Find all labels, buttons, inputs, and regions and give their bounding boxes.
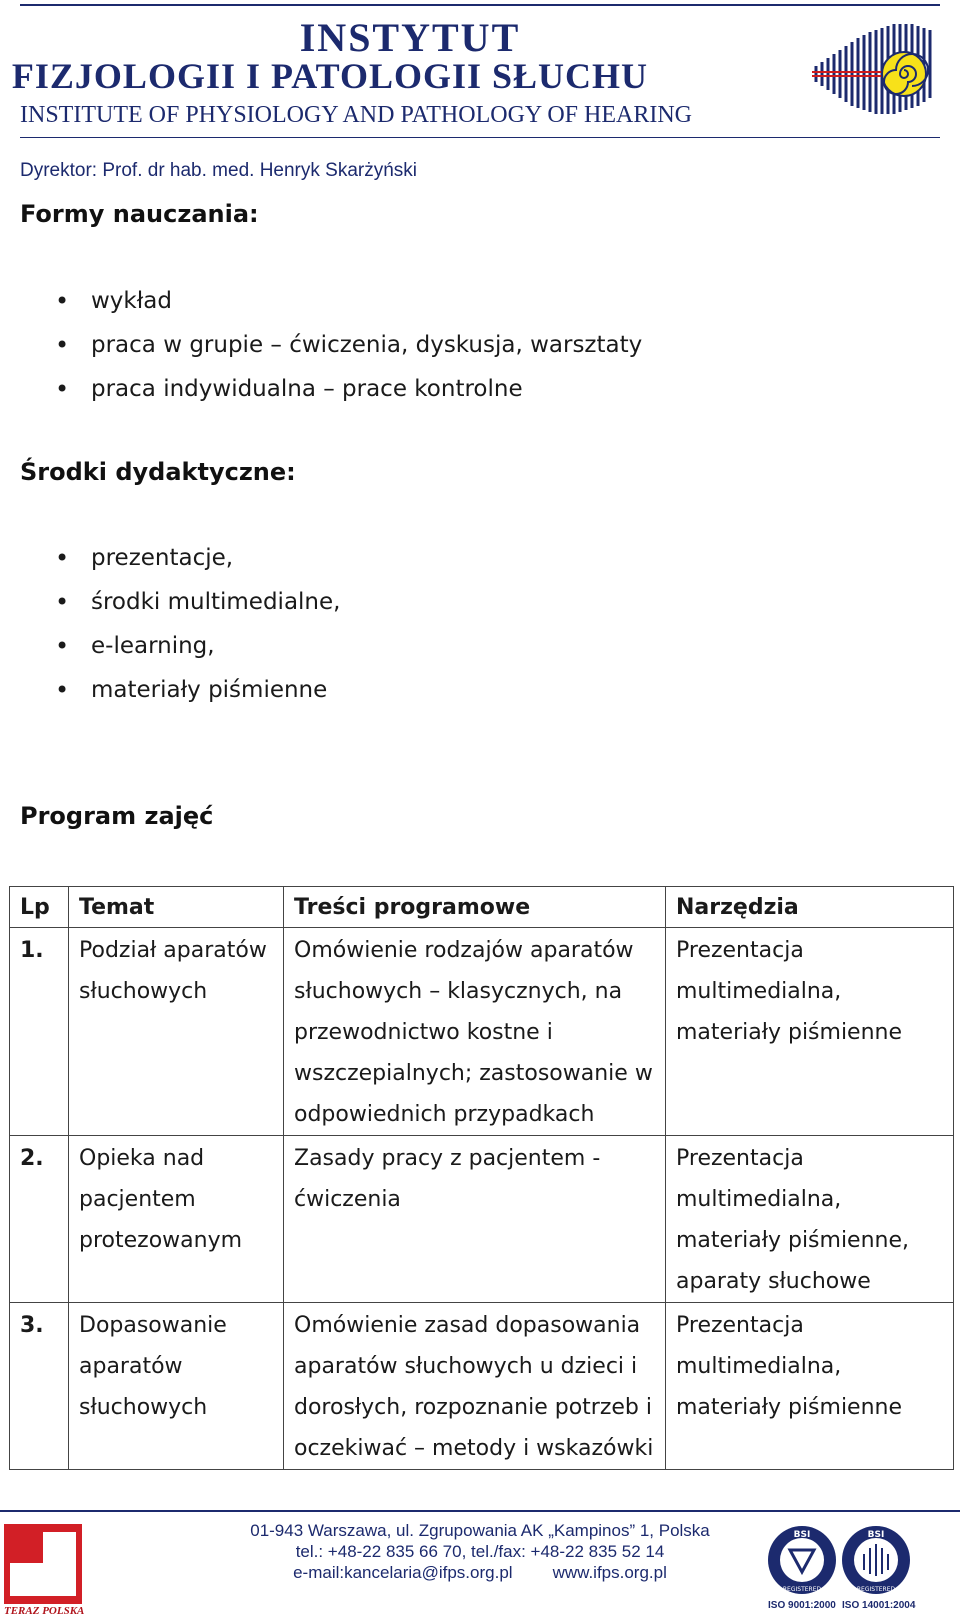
cell-tresci: Zasady pracy z pacjentem - ćwiczenia <box>284 1136 666 1303</box>
institute-title-line1: INSTYTUT <box>299 15 521 60</box>
registered-text-2: REGISTERED <box>856 1586 896 1593</box>
list-item: • e-learning, <box>55 631 340 675</box>
cell-lp: 3. <box>10 1303 69 1470</box>
list-item: • prezentacje, <box>55 543 340 587</box>
program-table <box>9 886 954 1470</box>
footer-address: 01-943 Warszawa, ul. Zgrupowania AK „Kampinos” 1, Polska <box>250 1521 710 1540</box>
footer-email-link[interactable]: e-mail:kancelaria@ifps.org.pl <box>293 1563 513 1582</box>
means-heading: Środki dydaktyczne: <box>20 458 296 486</box>
bsi-iso14001-badge-icon <box>840 1524 912 1596</box>
institute-title-english: INSTITUTE OF PHYSIOLOGY AND PATHOLOGY OF HEARING <box>20 102 693 128</box>
forms-list <box>55 286 642 418</box>
list-item: • praca indywidualna – prace kontrolne <box>55 374 642 418</box>
footer-website-link[interactable]: www.ifps.org.pl <box>552 1563 667 1582</box>
institute-title-line2: FIZJOLOGII I PATOLOGII SŁUCHU <box>11 56 649 96</box>
column-header-lp: Lp <box>10 887 69 928</box>
director-line: Dyrektor: Prof. dr hab. med. Henryk Skarżyński <box>20 160 418 181</box>
teraz-polska-logo-icon <box>4 1524 82 1612</box>
list-item: • praca w grupie – ćwiczenia, dyskusja, warsztaty <box>55 330 642 374</box>
bsi-text-2: BSI <box>867 1530 885 1540</box>
iso9001-label: ISO 9001:2000 <box>768 1600 836 1611</box>
table-row <box>10 1303 954 1470</box>
list-item: • środki multimedialne, <box>55 587 340 631</box>
cell-tresci: Omówienie zasad dopasowania aparatów słuchowych u dzieci i dorosłych, rozpoznanie potrzeb i oczekiwać – metody i wskazówki <box>284 1303 666 1470</box>
bsi-iso9001-badge-icon <box>766 1524 838 1596</box>
list-item: • materiały piśmienne <box>55 675 340 719</box>
column-header-tresci: Treści programowe <box>284 887 666 928</box>
table-header-row <box>10 887 954 928</box>
column-header-narzedzia: Narzędzia <box>666 887 954 928</box>
footer-contact <box>200 1520 760 1583</box>
program-heading: Program zajęć <box>20 802 214 830</box>
cell-narzedzia: Prezentacja multimedialna, materiały piśmienne <box>666 928 954 1136</box>
cell-lp: 1. <box>10 928 69 1136</box>
header-top-rule <box>20 4 940 6</box>
cell-temat: Dopasowanie aparatów słuchowych <box>69 1303 284 1470</box>
list-item: • wykład <box>55 286 642 330</box>
teraz-polska-label: TERAZ POLSKA <box>4 1605 85 1617</box>
cell-tresci: Omówienie rodzajów aparatów słuchowych – klasycznych, na przewodnictwo kostne i wszczepialnych; zastosowanie w odpowiednich przypadkach <box>284 928 666 1136</box>
registered-text-1: REGISTERED <box>782 1586 822 1593</box>
footer-email-web <box>200 1562 760 1583</box>
cell-temat: Podział aparatów słuchowych <box>69 928 284 1136</box>
footer-rule <box>0 1510 960 1512</box>
header-bottom-rule <box>20 137 940 138</box>
cell-narzedzia: Prezentacja multimedialna, materiały piśmienne <box>666 1303 954 1470</box>
iso14001-label: ISO 14001:2004 <box>842 1600 916 1611</box>
means-list <box>55 543 340 719</box>
table-row <box>10 1136 954 1303</box>
table-row <box>10 928 954 1136</box>
footer-phone: tel.: +48-22 835 66 70, tel./fax: +48-22 835 52 14 <box>295 1542 665 1561</box>
cell-temat: Opieka nad pacjentem protezowanym <box>69 1136 284 1303</box>
hearing-institute-logo-icon <box>812 22 940 122</box>
bsi-text-1: BSI <box>793 1530 811 1540</box>
cell-lp: 2. <box>10 1136 69 1303</box>
column-header-temat: Temat <box>69 887 284 928</box>
forms-heading: Formy nauczania: <box>20 200 259 228</box>
cell-narzedzia: Prezentacja multimedialna, materiały piśmienne, aparaty słuchowe <box>666 1136 954 1303</box>
